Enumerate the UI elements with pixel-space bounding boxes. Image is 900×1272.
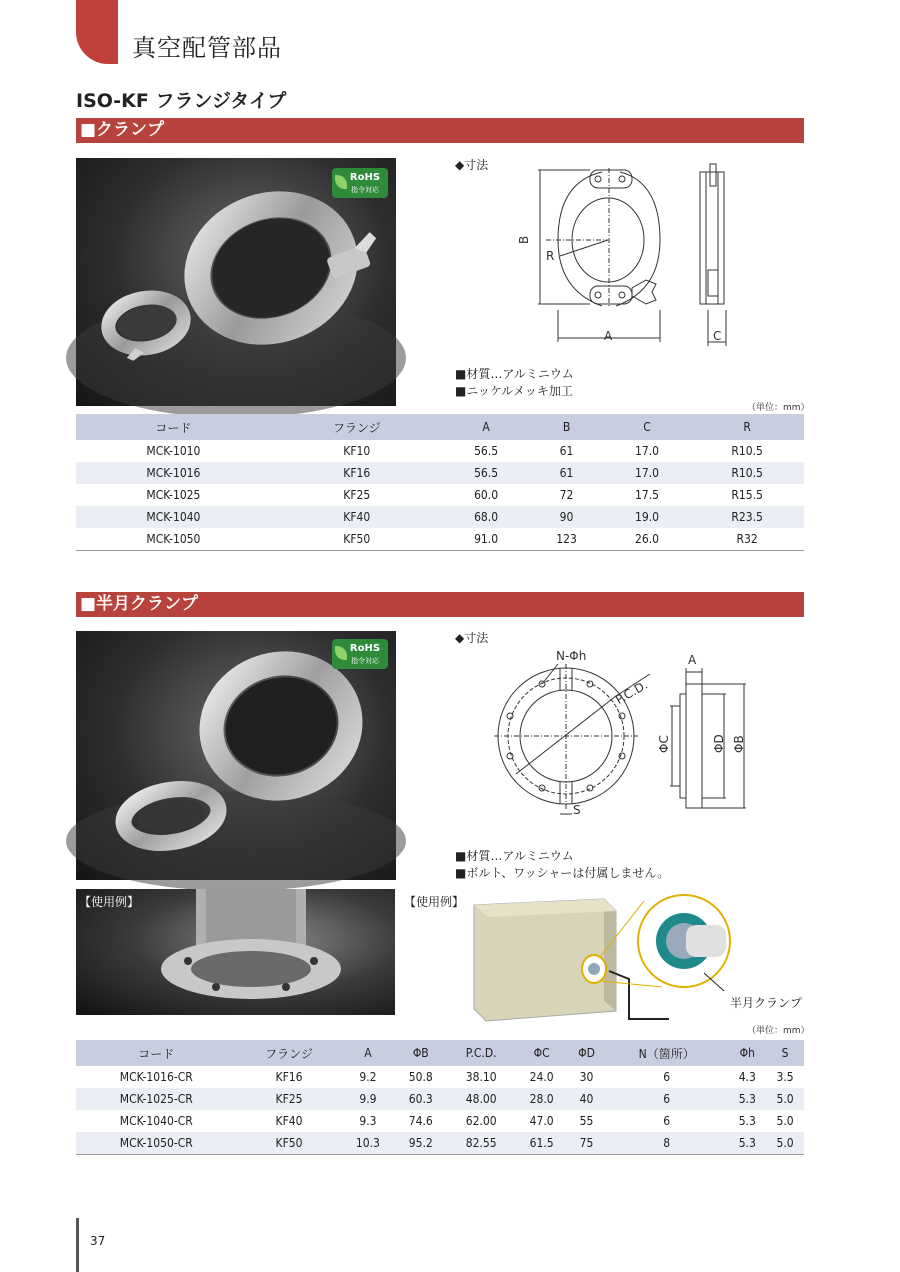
cell: KF40 (275, 1114, 303, 1128)
usage-label-1: 【使用例】 (79, 895, 140, 909)
half-clamp-spec-table (76, 1040, 804, 1155)
col-header: フランジ (271, 414, 443, 440)
cell: R10.5 (731, 444, 763, 458)
cell: KF16 (275, 1070, 303, 1084)
cell: 68.0 (443, 506, 530, 528)
clamp-dimension-drawing (517, 160, 750, 356)
clamp-photo (76, 158, 396, 406)
cell: 30 (579, 1070, 594, 1084)
col-header: C (604, 414, 691, 440)
cell: 61 (529, 462, 603, 484)
cell: R23.5 (690, 506, 804, 528)
chapter-title: 真空配管部品 (132, 34, 282, 62)
dim-label-r: R (546, 249, 555, 263)
cell: MCK-1040 (76, 506, 271, 528)
rohs-text: RoHS (349, 172, 381, 183)
section-title-clamp: ■クランプ (76, 118, 804, 143)
cell: R15.5 (731, 488, 763, 502)
table-header-row (76, 1040, 804, 1066)
cell: 74.6 (408, 1114, 433, 1128)
cell: 6 (663, 1114, 671, 1128)
cell: KF25 (343, 488, 371, 502)
cell: 60.0 (474, 488, 499, 502)
col-header: N（箇所） (605, 1040, 728, 1066)
col-header: B (529, 414, 603, 440)
cell: 72 (559, 488, 574, 502)
half-clamp-photo (76, 631, 396, 880)
cell: MCK-1025-CR (76, 1088, 237, 1110)
cell: 5.3 (728, 1088, 766, 1110)
cell: R32 (690, 528, 804, 550)
col-header: フランジ (237, 1040, 342, 1066)
cell: 9.9 (341, 1088, 394, 1110)
cell: 61.5 (515, 1132, 568, 1154)
col-header: ΦB (394, 1040, 447, 1066)
cell: MCK-1025 (146, 488, 201, 502)
cell: 9.2 (359, 1070, 377, 1084)
unit-label: （単位：mm） (747, 1026, 810, 1036)
col-header: A (341, 1040, 394, 1066)
cell: MCK-1050-CR (76, 1132, 237, 1154)
page-number: 37 (90, 1234, 106, 1248)
cell: 4.3 (738, 1070, 756, 1084)
cell: KF40 (271, 506, 443, 528)
cell: 17.0 (634, 444, 659, 458)
col-header: R (690, 414, 804, 440)
table-row (76, 1110, 804, 1132)
col-header: ΦD (568, 1040, 605, 1066)
table-row (76, 1132, 804, 1154)
rohs-subtext: 指令対応 (351, 186, 379, 194)
dim-label-c: C (713, 329, 722, 343)
table-row (76, 462, 804, 484)
dim-label-nh: N-Φh (556, 649, 587, 663)
col-header: コード (76, 1040, 237, 1066)
table-row (76, 484, 804, 506)
dim-label-b: ΦB (732, 735, 746, 753)
dim-label-pcd: P.C.D. (613, 677, 651, 707)
col-header: A (443, 414, 530, 440)
cell: MCK-1016-CR (119, 1070, 193, 1084)
cell: 26.0 (604, 528, 691, 550)
cell: 91.0 (443, 528, 530, 550)
cell: 48.00 (447, 1088, 515, 1110)
dim-label-a: A (604, 329, 613, 343)
cell: MCK-1050 (76, 528, 271, 550)
cell: 60.3 (394, 1088, 447, 1110)
cell: 5.0 (766, 1088, 804, 1110)
cell: 5.0 (776, 1114, 794, 1128)
cell: 5.3 (728, 1132, 766, 1154)
note-plating: ■ニッケルメッキ加工 (455, 384, 573, 398)
dim-label-s: S (573, 803, 581, 817)
usage-label-2: 【使用例】 (404, 895, 465, 909)
dim-label-d: ΦD (712, 734, 726, 753)
cell: 9.3 (359, 1114, 377, 1128)
cell: 17.0 (604, 462, 691, 484)
cell: 10.3 (341, 1132, 394, 1154)
cell: MCK-1040-CR (119, 1114, 193, 1128)
cell: 17.5 (634, 488, 659, 502)
unit-label: （単位：mm） (747, 403, 810, 413)
cell: 95.2 (394, 1132, 447, 1154)
page-number-bar (76, 1218, 79, 1272)
cell: KF50 (237, 1132, 342, 1154)
cell: 40 (568, 1088, 605, 1110)
usage-illustration-2 (404, 891, 804, 1026)
cell: KF16 (271, 462, 443, 484)
cell: 19.0 (604, 506, 691, 528)
col-header: ΦC (515, 1040, 568, 1066)
cell: 50.8 (408, 1070, 433, 1084)
half-clamp-dimension-drawing (490, 644, 760, 824)
cell: 123 (529, 528, 603, 550)
usage-photo-1 (76, 889, 395, 1015)
table-row (76, 528, 804, 550)
table-row (76, 440, 804, 462)
rohs-badge (332, 639, 388, 669)
section-title-half-clamp: ■半月クランプ (76, 592, 804, 617)
clamp-spec-table (76, 414, 804, 551)
cell: MCK-1016 (76, 462, 271, 484)
note-material: ■材質…アルミニウム (455, 367, 574, 381)
table-row (76, 506, 804, 528)
cell: KF50 (271, 528, 443, 550)
half-clamp-callout: 半月クランプ (730, 996, 803, 1010)
dim-label-a: A (688, 653, 697, 667)
cell: 75 (568, 1132, 605, 1154)
cell: 6 (605, 1088, 728, 1110)
dim-label-b: B (517, 235, 531, 244)
col-header: コード (76, 414, 271, 440)
table-row (76, 1066, 804, 1088)
cell: 56.5 (443, 462, 530, 484)
cell: 56.5 (474, 444, 499, 458)
page-subtitle: ISO-KF フランジタイプ (76, 90, 287, 112)
table-header-row (76, 414, 804, 440)
rohs-subtext: 指令対応 (351, 657, 379, 665)
rohs-badge (332, 168, 388, 198)
col-header: Φh (728, 1040, 766, 1066)
note-bolts: ■ボルト、ワッシャーは付属しません。 (455, 866, 670, 880)
chapter-tab (76, 0, 118, 64)
col-header: S (766, 1040, 804, 1066)
cell: 24.0 (529, 1070, 554, 1084)
cell: KF10 (343, 444, 371, 458)
cell: 38.10 (465, 1070, 497, 1084)
cell: 61 (559, 444, 574, 458)
cell: KF25 (237, 1088, 342, 1110)
dimension-heading: ◆寸法 (455, 631, 489, 645)
half-clamp-notes (455, 848, 669, 882)
col-header: P.C.D. (447, 1040, 515, 1066)
cell: 90 (529, 506, 603, 528)
cell: 62.00 (465, 1114, 497, 1128)
cell: 8 (605, 1132, 728, 1154)
cell: 82.55 (447, 1132, 515, 1154)
cell: 5.3 (738, 1114, 756, 1128)
cell: 3.5 (776, 1070, 794, 1084)
cell: 6 (663, 1070, 671, 1084)
cell: 47.0 (529, 1114, 554, 1128)
dimension-heading: ◆寸法 (455, 158, 489, 172)
dim-label-c: ΦC (657, 735, 671, 753)
cell: R10.5 (690, 462, 804, 484)
cell: 55 (579, 1114, 594, 1128)
cell: 28.0 (515, 1088, 568, 1110)
note-material: ■材質…アルミニウム (455, 849, 574, 863)
rohs-text: RoHS (349, 643, 381, 654)
cell: 5.0 (766, 1132, 804, 1154)
cell: MCK-1010 (146, 444, 201, 458)
clamp-notes (455, 366, 574, 400)
table-row (76, 1088, 804, 1110)
